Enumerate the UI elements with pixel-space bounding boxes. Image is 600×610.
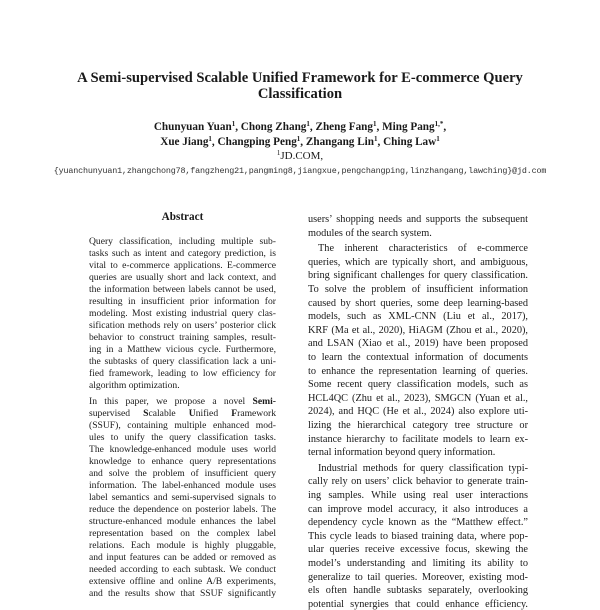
text-line: bring significant challenges for query classification. [308, 270, 528, 282]
text-line: label semantics and semi-supervised signals to [89, 492, 276, 503]
text-line: potential synergies that could enhance efficiency. [308, 598, 528, 610]
text-line: generalize to tail queries. Moreover, existing mod- [308, 571, 528, 583]
author-affiliation-mark: 1 [296, 135, 301, 143]
text-line: ing in a Matthew vicious cycle. Furthermore, [89, 344, 276, 355]
text-span: calable [148, 408, 189, 419]
text-line: This cycle leads to biased training data, where pop- [308, 530, 528, 542]
text-line: users’ shopping needs and supports the subsequent [308, 214, 528, 225]
bold-text: F [231, 408, 238, 419]
text-span: nified [195, 408, 232, 419]
author-affiliation-mark: 1 [373, 135, 378, 143]
title-line-1: A Semi-supervised Scalable Unified Framework for E-commerce Query [77, 70, 523, 86]
author-line-1: Chunyuan Yuan$^1$, Chong Zhang$^1$, Zheng Fang$^1$, Ming Pang$^{1,*}$, [153, 120, 447, 133]
text-line: Query classification, including multiple sub- [89, 236, 276, 247]
affiliation-name: JD.COM, [280, 150, 324, 162]
text-line: 2024), and HQC (He et al., 2024) also explore uti- [308, 406, 528, 418]
text-line: to learn the contextual information of documents [308, 352, 528, 363]
author-list [0, 120, 600, 150]
author-name: Chong Zhang [240, 121, 307, 133]
author-emails: {yuanchunyuan1,zhangchong78,fangzheng21,pangming8,jiangxue,pengchangping,linzhangang,lawching}@jd.com [53, 166, 547, 176]
author-name: Ching Law [383, 136, 437, 148]
text-line: and the results show that SSUF significantly [89, 588, 276, 599]
author-name: Zhangang Lin [305, 136, 374, 148]
author-affiliation-mark: 1,* [434, 120, 444, 128]
text-line: dependency cycle known as the “Matthew effect.” [308, 517, 528, 529]
paper-title [0, 70, 600, 102]
text-line: algorithm optimization. [89, 380, 180, 391]
text-line: knowledge to enhance query representations [89, 456, 276, 467]
text-line: can improve model accuracy, it also introduces a [308, 503, 528, 515]
text-line: (SSUF), containing multiple enhanced mod- [89, 420, 276, 431]
text-line: ules to unify the query classification tasks. [89, 432, 276, 443]
text-line [89, 408, 276, 419]
bold-text: Semi- [252, 396, 276, 407]
text-line: To solve the problem of insufficient information [308, 284, 528, 295]
author-name: Xue Jiang [160, 136, 209, 148]
author-name: Changping Peng [217, 136, 297, 148]
text-line: needed according to each subtask. We conduct [89, 564, 276, 575]
text-line: cally rely on users’ click behavior to generate train- [308, 476, 528, 488]
bold-text: S [143, 408, 149, 419]
text-line: tasks such as intent and category prediction, is [89, 248, 276, 259]
text-line: and input features can be added or removed as [89, 552, 276, 563]
text-line: relations. Each module is highly pluggable, [89, 540, 276, 551]
text-line: the subtasks of query classification lack a uni- [89, 356, 276, 367]
affiliation-mark: 1 [276, 149, 281, 157]
affiliation [0, 150, 600, 162]
text-line: vital to e-commerce applications. E-commerce [89, 260, 276, 271]
text-line: KRF (Ma et al., 2020), HiAGM (Zhou et al., 2020), [308, 324, 528, 336]
text-line: representation based on the complex label [89, 528, 276, 539]
abstract-heading: Abstract [161, 211, 204, 223]
text-line: instance hierarchy to facilitate models to learn ex- [308, 433, 528, 445]
text-line: queries, which are typically short, and ambiguous, [308, 256, 528, 268]
text-line: reduce the dependence on posterior labels. The [89, 504, 276, 515]
author-affiliation-mark: 1 [231, 120, 236, 128]
text-line: The knowledge-enhanced module uses world [89, 444, 276, 455]
text-line: models, such as XML-CNN (Liu et al., 2017), [308, 311, 528, 323]
text-line: caused by short queries, some deep learning-based [308, 297, 528, 309]
text-line: Industrial methods for query classification typi- [318, 462, 528, 474]
text-line: ular queries receive excessive focus, skewing the [308, 544, 528, 556]
text-line: modeling. Most existing industrial query clas- [89, 308, 276, 319]
text-line: and solve the problem of insufficient query [89, 468, 276, 479]
text-line [89, 396, 276, 407]
author-affiliation-mark: 1 [373, 120, 377, 128]
author-name: Ming Pang [382, 121, 435, 133]
text-span: supervised [89, 408, 144, 419]
text-line: and LSAN (Xiao et al., 2019) have been proposed [308, 338, 528, 350]
text-line: to enhance the representation learning of queries. [308, 365, 528, 377]
text-span: In this paper, we propose a novel [89, 396, 253, 407]
text-line: the information between labels cannot be used, [89, 284, 276, 295]
author-affiliation-mark: 1 [436, 135, 440, 143]
title-line-2: Classification [257, 86, 343, 102]
text-line: Some recent query classification models, such as [308, 379, 528, 391]
text-line: ternal information beyond query information. [308, 447, 496, 459]
text-line: fied framework, leading to low efficiency for [89, 368, 276, 379]
text-line: lizing the hierarchical category tree structure or [308, 420, 528, 431]
author-name: Chunyuan Yuan [153, 121, 232, 133]
author-affiliation-mark: 1 [208, 135, 212, 143]
bold-text: U [188, 408, 196, 419]
text-line: els often handle subtasks separately, overlooking [308, 585, 528, 597]
text-span: ramework [237, 408, 277, 419]
text-line: The inherent characteristics of e-commerce [318, 243, 528, 255]
author-name: Zheng Fang [315, 121, 373, 133]
text-line: behavior to construct training samples, result- [89, 332, 276, 343]
author-affiliation-mark: 1 [306, 120, 310, 128]
text-line: model’s understanding and limiting its ability to [308, 558, 528, 569]
text-line: ing samples. While using real user interactions [308, 490, 528, 501]
text-line: extensive offline and online A/B experiments, [89, 576, 276, 587]
author-line-2: Xue Jiang$^1$, Changping Peng$^1$, Zhangang Lin$^1$, Ching Law$^1$ [160, 135, 440, 148]
text-line: structure-enhanced module enhances the label [89, 516, 276, 527]
text-line: queries are usually short and lack context, and [89, 272, 276, 283]
text-line: resulting in insufficient prior information for [89, 296, 276, 307]
text-line: information. The label-enhanced module uses [89, 480, 276, 491]
text-line: modules of the search system. [308, 227, 432, 239]
text-line: sification methods rely on users’ posterior click [89, 320, 276, 331]
text-line: HCL4QC (Zhu et al., 2023), SMGCN (Yuan et al., [308, 392, 528, 404]
